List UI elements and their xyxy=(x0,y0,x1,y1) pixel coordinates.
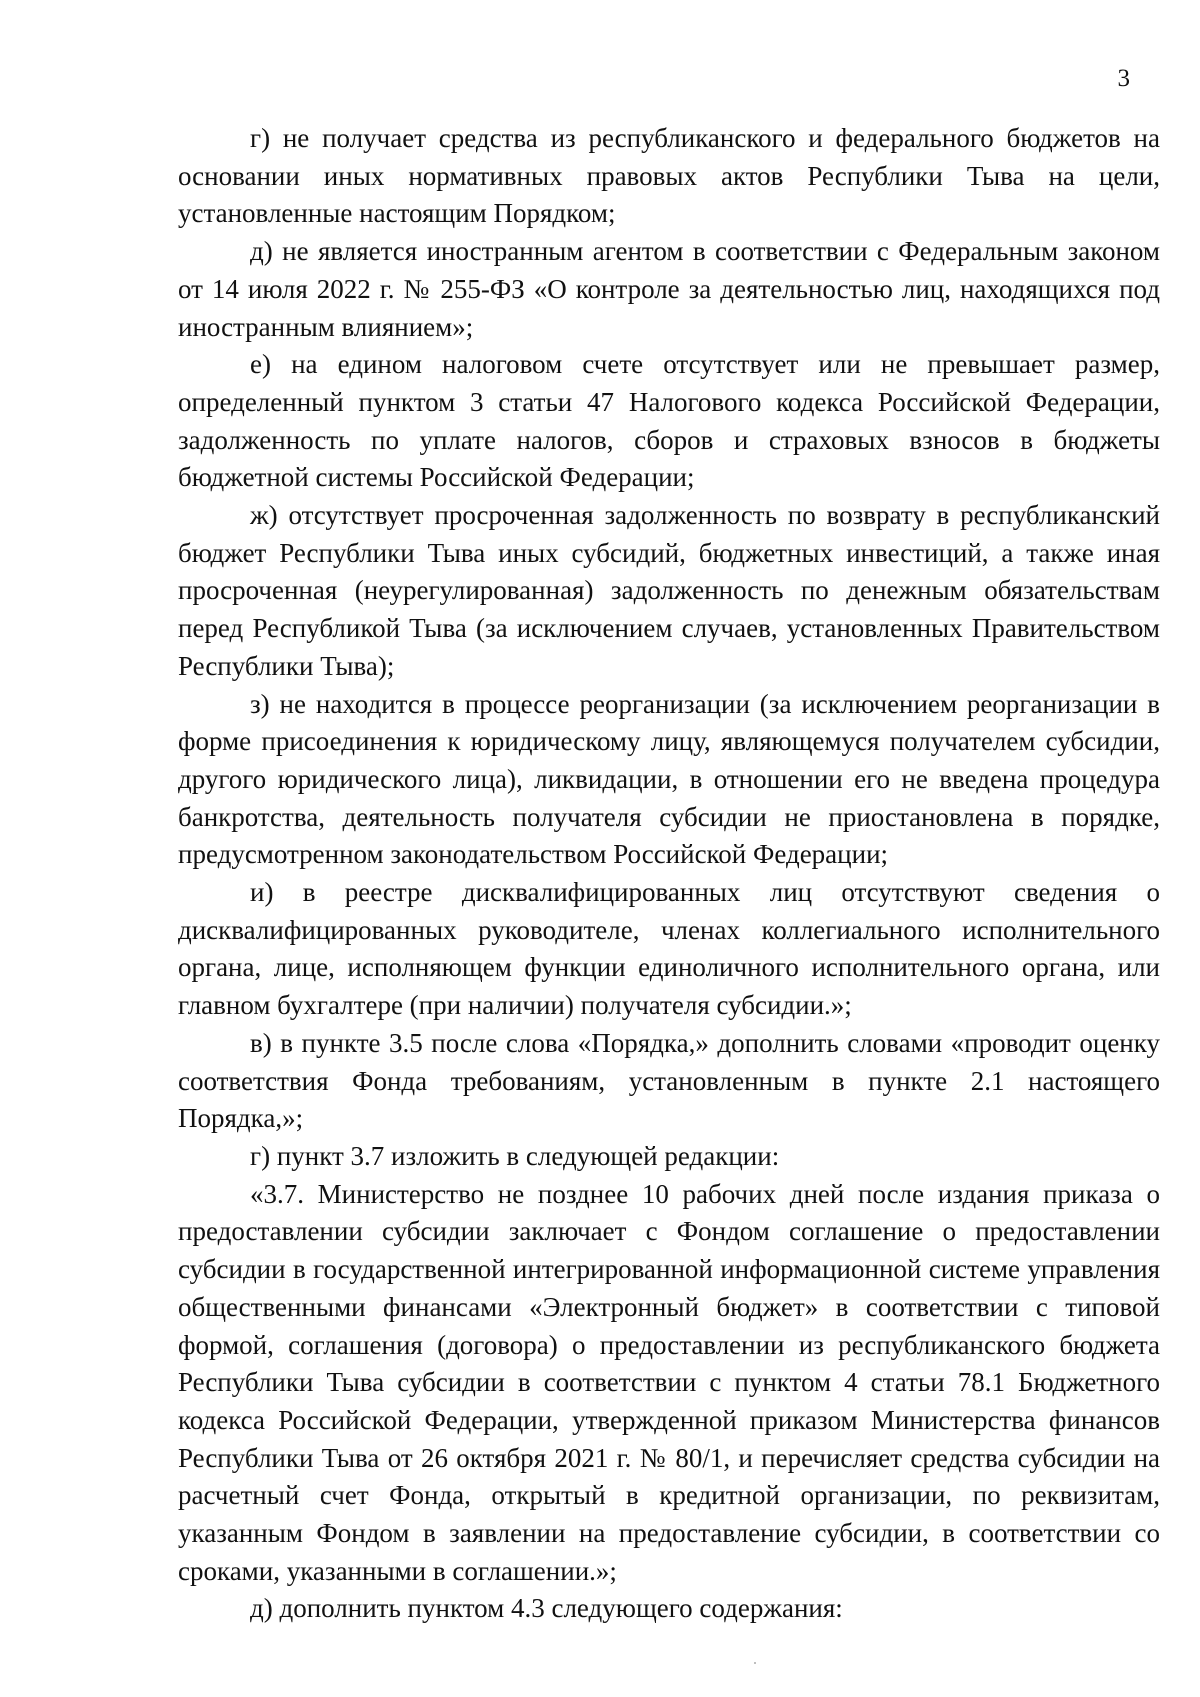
document-body xyxy=(178,120,1160,1628)
scan-speck xyxy=(754,1662,756,1664)
paragraph-i-disqualified-persons: и) в реестре дисквалифицированных лиц отсутствуют сведения о дисквалифицированных руководителе, членах коллегиального исполнительного органа, лице, исполняющем функции единоличного исполнительного органа, или главном бухгалтере (при наличии) получателя субсидии.»; xyxy=(178,877,1160,1021)
page-number: 3 xyxy=(1117,65,1130,92)
paragraph-g-point-3-7-heading: г) пункт 3.7 изложить в следующей редакции: xyxy=(250,1140,780,1171)
paragraph-g-no-other-funds: г) не получает средства из республиканского и федерального бюджетов на основании иных нормативных правовых актов Республики Тыва на цели, установленные настоящим Порядком; xyxy=(178,123,1160,229)
paragraph-d-point-4-3: д) дополнить пунктом 4.3 следующего содержания: xyxy=(250,1593,843,1624)
paragraph-v-point-3-5: в) в пункте 3.5 после слова «Порядка,» дополнить словами «проводит оценку соответствия Фонда требованиям, установленным в пункте 2.1 настоящего Порядка,»; xyxy=(178,1027,1160,1134)
paragraph-d-not-foreign-agent: д) не является иностранным агентом в соответствии с Федеральным законом от 14 июля 2022 г. № 255-ФЗ «О контроле за деятельностью лиц, находящихся под иностранным влиянием»; xyxy=(178,236,1160,342)
paragraph-zh-overdue-debt: ж) отсутствует просроченная задолженность по возврату в республиканский бюджет Республики Тыва иных субсидий, бюджетных инвестиций, а также иная просроченная (неурегулированная) задолженность по денежным обязательствам перед Республикой Тыва (за исключением случаев, установленных Правительством Республики Тыва); xyxy=(178,500,1160,681)
paragraph-z-reorganization: з) не находится в процессе реорганизации (за исключением реорганизации в форме присоединения к юридическому лицу, являющемуся получателем субсидии, другого юридического лица), ликвидации, в отношении его не введена процедура банкротства, деятельность получателя субсидии не приостановлена в порядке, предусмотренном законодательством Российской Федерации; xyxy=(178,688,1160,870)
paragraph-e-tax-debt: е) на едином налоговом счете отсутствует или не превышает размер, определенный пунктом 3 статьи 47 Налогового кодекса Российской Федерации, задолженность по уплате налогов, сборов и страховых взносов в бюджеты бюджетной системы Российской Федерации; xyxy=(178,349,1160,493)
paragraph-point-3-7-text: «3.7. Министерство не позднее 10 рабочих дней после издания приказа о предоставлении субсидии заключает с Фондом соглашение о предоставлении субсидии в государственной интегрированной информационной системе управления общественными финансами «Электронный бюджет» в соответствии с типовой формой, соглашения (договора) о предоставлении из республиканского бюджета Республики Тыва субсидии в соответствии с пунктом 4 статьи 78.1 Бюджетного кодекса Российской Федерации, утвержденной приказом Министерства финансов Республики Тыва от 26 октября 2021 г. № 80/1, и перечисляет средства субсидии на расчетный счет Фонда, открытый в кредитной организации, по реквизитам, указанным Фондом в заявлении на предоставление субсидии, в соответствии со сроками, указанными в соглашении.»; xyxy=(178,1178,1160,1586)
